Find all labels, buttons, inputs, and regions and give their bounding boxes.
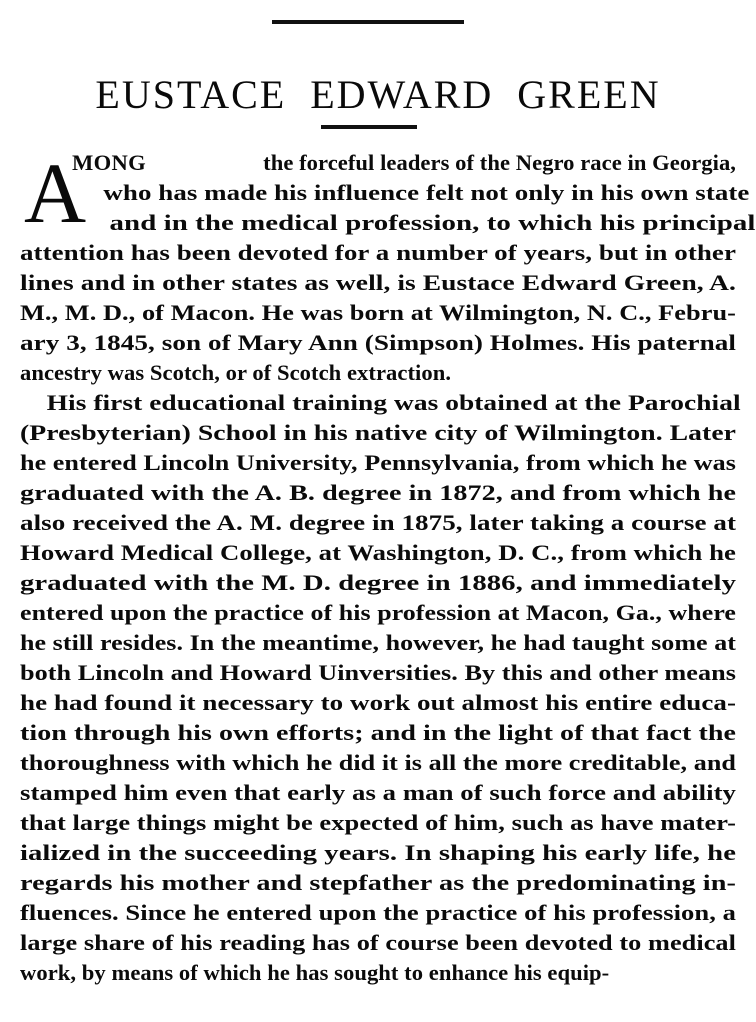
text-line: M., M. D., of Macon. He was born at Wilmington, N. C., Febru- — [20, 300, 736, 325]
bottom-rule-ornament — [321, 125, 417, 129]
text-line: (Presbyterian) School in his native city of Wilmington. Later — [20, 420, 736, 445]
text-line: who has made his influence felt not only in his own state — [103, 180, 750, 205]
text-line — [20, 148, 736, 178]
text-line: tion through his own efforts; and in the light of that fact the — [20, 720, 736, 745]
text-line: he still resides. In the meantime, however, he had taught some at — [20, 630, 737, 655]
text-line: graduated with the M. D. degree in 1886, and immediately — [20, 570, 736, 595]
page-title: EUSTACE EDWARD GREEN — [95, 71, 661, 117]
text-line: attention has been devoted for a number of years, but in other — [20, 240, 736, 265]
top-rule-ornament — [272, 20, 464, 24]
text-line: entered upon the practice of his profession at Macon, Ga., where — [20, 600, 736, 625]
text-line: lines and in other states as well, is Eustace Edward Green, A. — [20, 270, 736, 295]
small-caps-word: MONG — [72, 150, 146, 175]
text-line: fluences. Since he entered upon the practice of his profession, a — [20, 900, 736, 925]
text-line: large share of his reading has of course been devoted to medical — [20, 930, 736, 955]
text-line: regards his mother and stepfather as the predominating in- — [20, 870, 736, 895]
text-line: Howard Medical College, at Washington, D. C., from which he — [20, 540, 736, 565]
paragraph-1 — [20, 145, 756, 388]
line-text: the forceful leaders of the Negro race in Georgia, — [263, 150, 736, 175]
text-line: ary 3, 1845, son of Mary Ann (Simpson) Holmes. His paternal — [20, 330, 736, 355]
text-line: work, by means of which he has sought to enhance his equip- — [20, 960, 610, 985]
text-line: that large things might be expected of him, such as have mater- — [20, 810, 736, 835]
text-line: he had found it necessary to work out almost his entire educa- — [20, 690, 736, 715]
text-line: he entered Lincoln University, Pennsylvania, from which he was — [20, 450, 736, 475]
text-line: and in the medical profession, to which his principal — [109, 210, 756, 235]
text-line: stamped him even that early as a man of such force and ability — [20, 780, 736, 805]
text-line: ancestry was Scotch, or of Scotch extraction. — [20, 360, 452, 385]
drop-cap: A — [24, 145, 87, 241]
text-line: both Lincoln and Howard Uinversities. By this and other means — [20, 660, 736, 685]
text-line: also received the A. M. degree in 1875, later taking a course at — [20, 510, 736, 535]
text-line: His first educational training was obtained at the Parochial — [46, 390, 741, 415]
text-line: thoroughness with which he did it is all the more creditable, and — [20, 750, 736, 775]
body-text-block — [20, 145, 756, 988]
text-line: graduated with the A. B. degree in 1872, and from which he — [20, 480, 736, 505]
paragraph-2 — [20, 388, 741, 988]
text-line: ialized in the succeeding years. In shaping his early life, he — [20, 840, 736, 865]
